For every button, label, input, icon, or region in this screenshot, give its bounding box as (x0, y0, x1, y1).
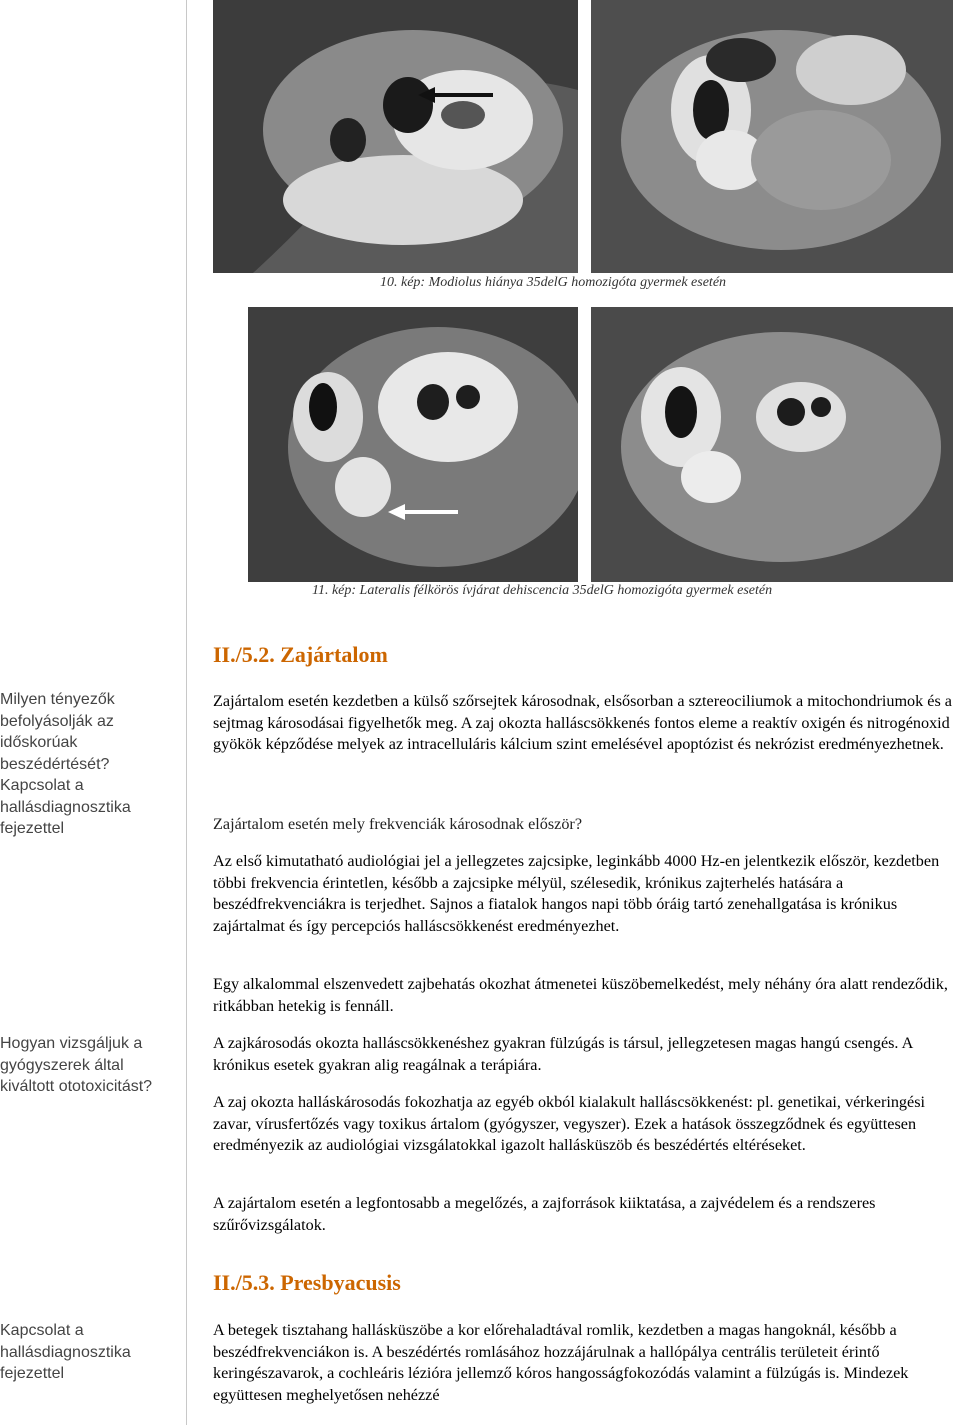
paragraph: Az első kimutatható audiológiai jel a jellegzetes zajcsipke, leginkább 4000 Hz-en jelentkezik először, kezdetben többi frekvencia érintetlen, később a zajcsipke mélyül, szélesedik, krónikus zajterhelés hatására a beszédfrekvenciákra is terjedhet. Sajnos a fiatalok hangos napi több óráig tartó zenehallgatása is krónikus zajártalmat és így percepciós halláscsökkenést eredményezhet. (213, 852, 940, 936)
ct-scan-graphic (248, 307, 578, 582)
ct-scan-graphic (591, 307, 953, 582)
margin-link[interactable]: Kapcsolat a hallásdiagnosztika fejezettel (0, 777, 131, 837)
paragraph: Zajártalom esetén kezdetben a külső szőrsejtek károsodnak, elsősorban a sztereociliumok a mitochondriumok és a sejtmag károsodásai figyelhetők meg. A zaj okozta halláscsökkenés fontos eleme a reaktív oxigén és nitrogénoxid gyökök képződése melyek az intracelluláris kálcium szint emelésével apoptózist és nekrózist eredményezhetnek. (213, 692, 952, 754)
paragraph: A betegek tisztahang hallásküszöbe a kor előrehaladtával romlik, kezdetben a magas hangoknál, később a beszédfrekvenciákon is. A beszédértés romlásához hozzájárulnak a hallópálya centrális területeit érintő keringészavarok, a cochleáris lézióra jellemző kóros hangosságfokozódás valamint a fülzúgás is. Mindezek együttesen meghelyetősen nehézzé (213, 1321, 909, 1405)
figure-caption: 11. kép: Lateralis félkörös ívjárat dehiscencia 35delG homozigóta gyermek esetén (312, 583, 773, 598)
ct-image-11a (248, 307, 578, 582)
paragraph: A zaj okozta halláskárosodás fokozhatja az egyéb okból kialakult halláscsökkenést: pl. genetikai, vérkeringési zavar, vírusfertőzés vagy toxikus ártalom (gyógyszer, vegyszer). Ezek a hatások összegződnek és együttesen eredményezik az audiológiai vizsgálatokkal igazolt hallásküszöb és beszédértés eltéréseket. (213, 1093, 926, 1155)
paragraph: A zajártalom esetén a legfontosabb a megelőzés, a zajforrások kiiktatása, a zajvédelem és a rendszeres szűrővizsgálatok. (213, 1194, 876, 1234)
ct-image-11b (591, 307, 953, 582)
ct-image-10b (591, 0, 953, 273)
section-heading: II./5.2. Zajártalom (213, 642, 388, 667)
figure-caption: 10. kép: Modiolus hiánya 35delG homozigóta gyermek esetén (380, 275, 727, 290)
margin-question: Milyen tényezők befolyásolják az időskorúak beszédértését? (0, 691, 115, 773)
margin-question: Hogyan vizsgáljuk a gyógyszerek által kiváltott ototoxicitást? (0, 1035, 153, 1095)
margin-link[interactable]: Kapcsolat a hallásdiagnosztika fejezettel (0, 1322, 131, 1382)
ct-scan-graphic (591, 0, 953, 273)
paragraph: Egy alkalommal elszenvedett zajbehatás okozhat átmenetei küszöbemelkedést, mely néhány óra alatt rendeződik, ritkábban hetekig is fennáll. (213, 975, 948, 1015)
question-paragraph: Zajártalom esetén mely frekvenciák károsodnak először? (213, 815, 583, 833)
ct-image-10a (213, 0, 578, 273)
section-heading: II./5.3. Presbyacusis (213, 1270, 401, 1295)
ct-scan-graphic (213, 0, 578, 273)
paragraph: A zajkárosodás okozta halláscsökkenéshez gyakran fülzúgás is társul, jellegzetesen magas hangú csengés. A krónikus esetek gyakran alig reagálnak a terápiára. (213, 1034, 913, 1074)
